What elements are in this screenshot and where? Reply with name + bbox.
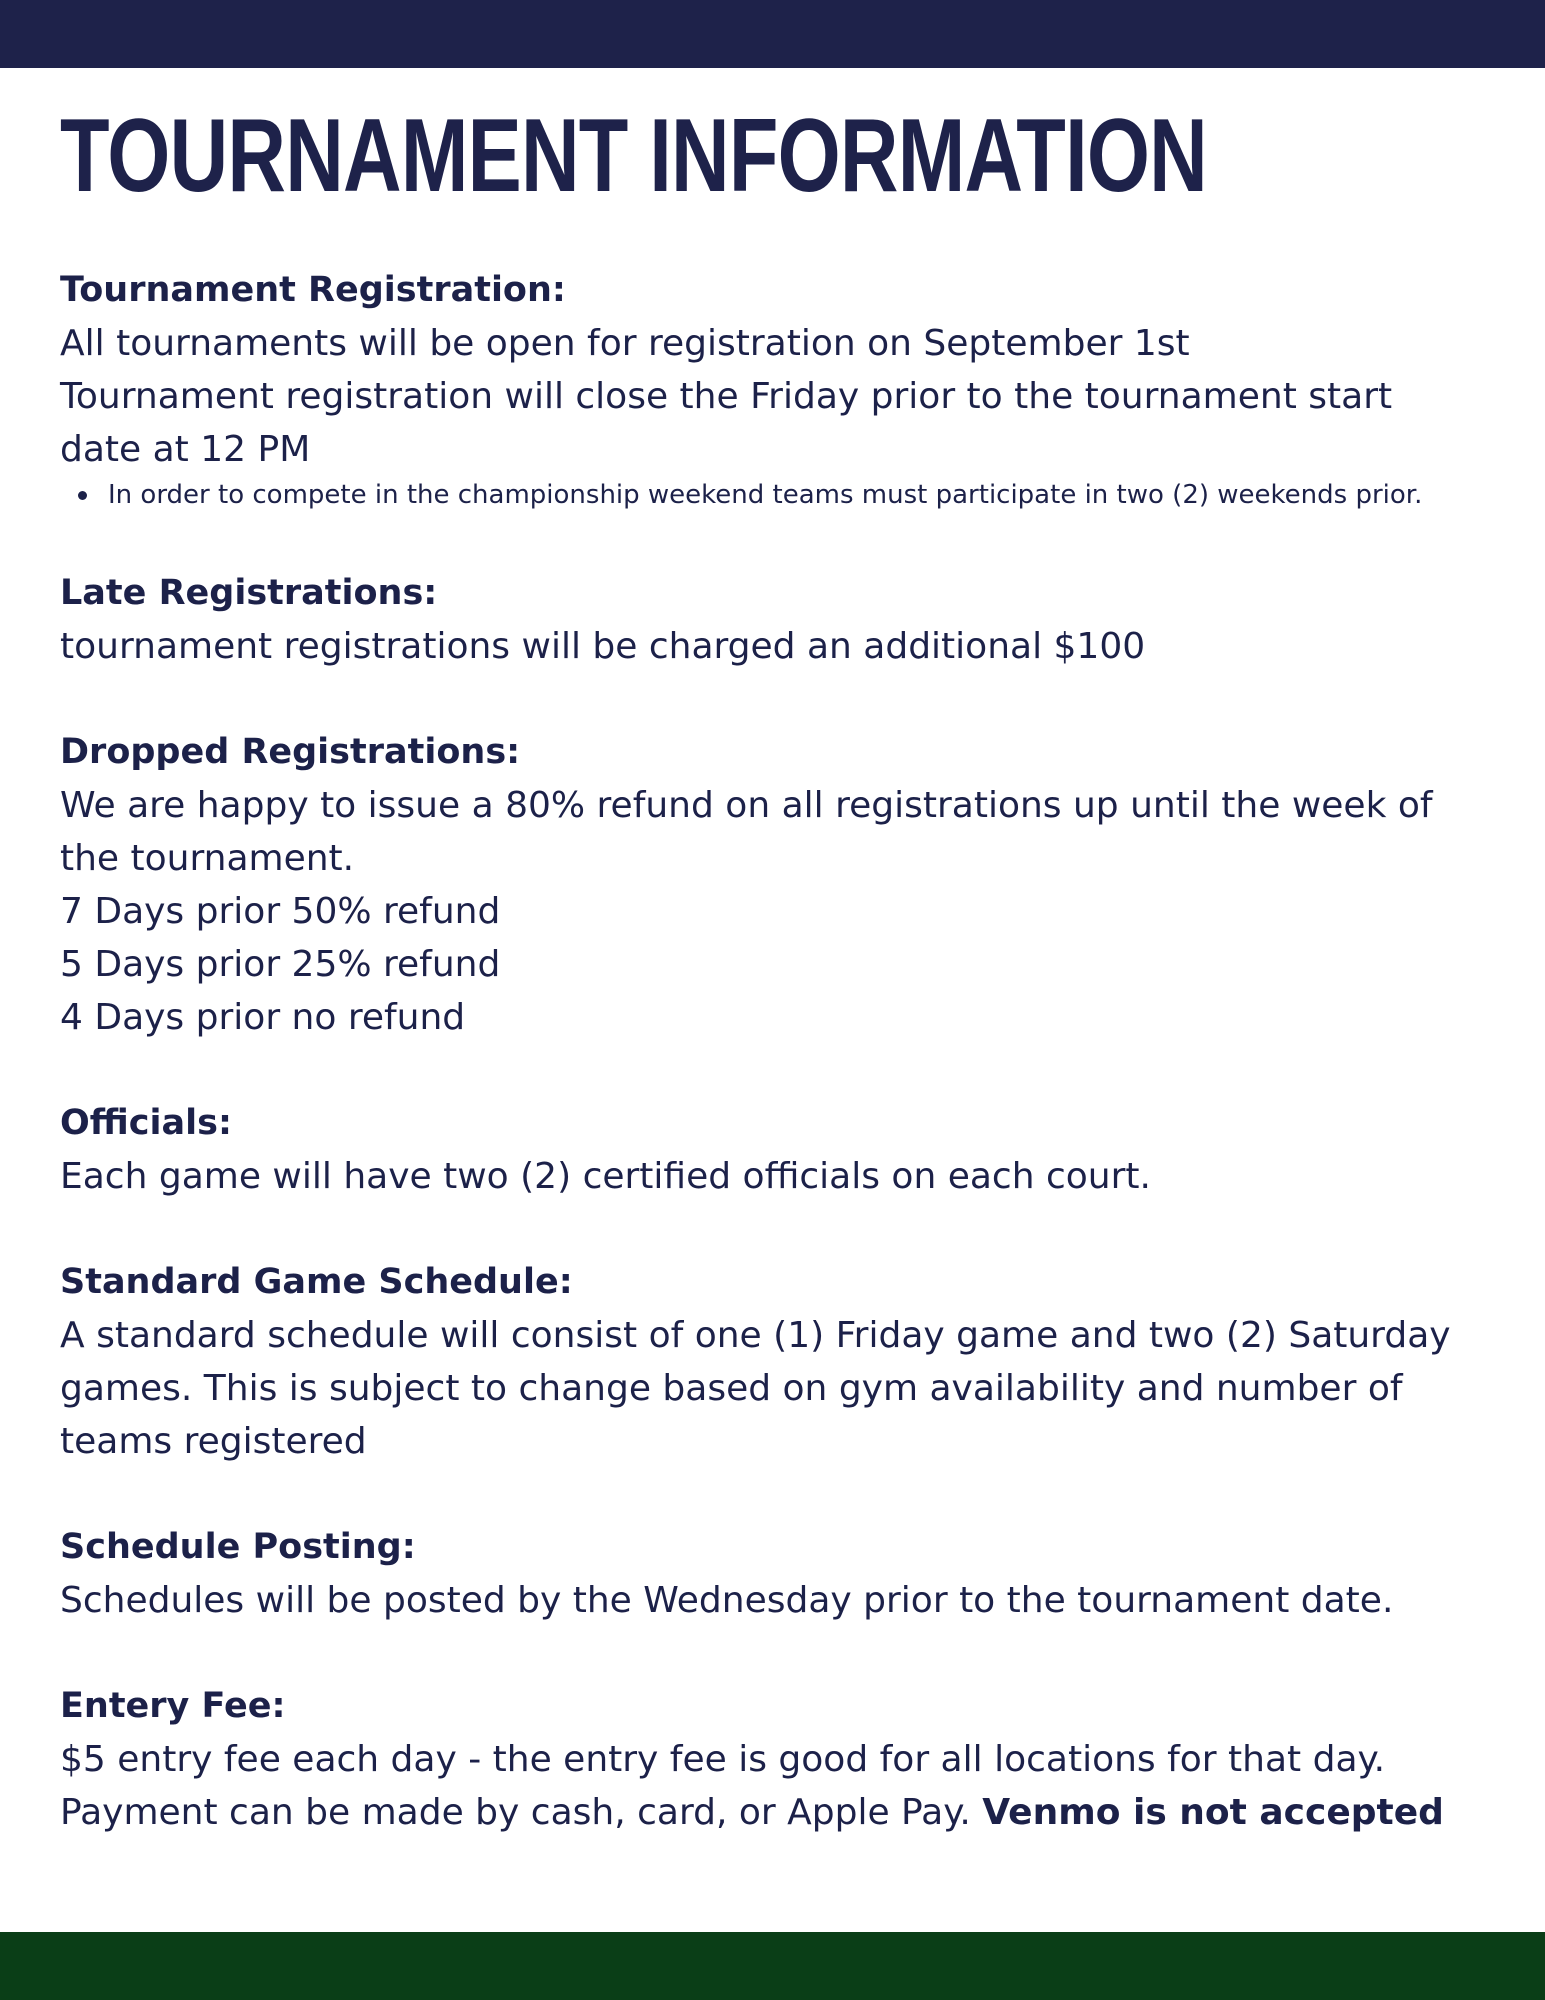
section-line: Each game will have two (2) certified officials on each court. (60, 1156, 1151, 1197)
section-line: the tournament. (60, 838, 355, 879)
venmo-notice: Venmo is not accepted (982, 1792, 1444, 1833)
page-title: TOURNAMENT INFORMATION (60, 98, 1207, 214)
section-line: A standard schedule will consist of one (1) Friday game and two (2) Saturday (60, 1315, 1451, 1356)
bullet-item: In order to compete in the championship weekend teams must participate in two (2) weekends prior. (108, 476, 1500, 514)
refund-line: 7 Days prior 50% refund (60, 891, 501, 932)
section-dropped-registrations (60, 726, 1500, 1044)
section-line: Schedules will be posted by the Wednesday prior to the tournament date. (60, 1580, 1394, 1621)
section-heading: Schedule Posting: (60, 1527, 416, 1567)
bullet-list (60, 476, 1500, 514)
top-banner-bar (0, 0, 1545, 68)
section-heading: Tournament Registration: (60, 270, 566, 310)
refund-line: 4 Days prior no refund (60, 997, 466, 1038)
section-heading: Dropped Registrations: (60, 732, 521, 772)
section-heading: Standard Game Schedule: (60, 1262, 573, 1302)
section-tournament-registration (60, 264, 1500, 514)
bottom-banner-bar (0, 1932, 1545, 2000)
section-line: Tournament registration will close the Friday prior to the tournament start (60, 376, 1393, 417)
section-late-registrations (60, 567, 1500, 673)
section-line: All tournaments will be open for registration on September 1st (60, 323, 1190, 364)
section-line: We are happy to issue a 80% refund on all registrations up until the week of (60, 785, 1433, 826)
section-line: $5 entry fee each day - the entry fee is good for all locations for that day. (60, 1739, 1386, 1780)
payment-methods-text: Payment can be made by cash, card, or Apple Pay. (60, 1792, 983, 1833)
section-officials (60, 1097, 1500, 1203)
section-line: date at 12 PM (60, 429, 311, 470)
section-standard-game-schedule (60, 1256, 1500, 1468)
document-body (60, 264, 1500, 1892)
section-line: games. This is subject to change based on gym availability and number of (60, 1368, 1403, 1409)
refund-line: 5 Days prior 25% refund (60, 944, 501, 985)
payment-line (60, 1786, 1500, 1839)
section-line: tournament registrations will be charged an additional $100 (60, 626, 1146, 667)
section-line: teams registered (60, 1421, 367, 1462)
section-schedule-posting (60, 1521, 1500, 1627)
section-entry-fee (60, 1680, 1500, 1839)
section-heading: Officials: (60, 1103, 232, 1143)
section-heading: Late Registrations: (60, 573, 438, 613)
section-heading: Entery Fee: (60, 1686, 286, 1726)
